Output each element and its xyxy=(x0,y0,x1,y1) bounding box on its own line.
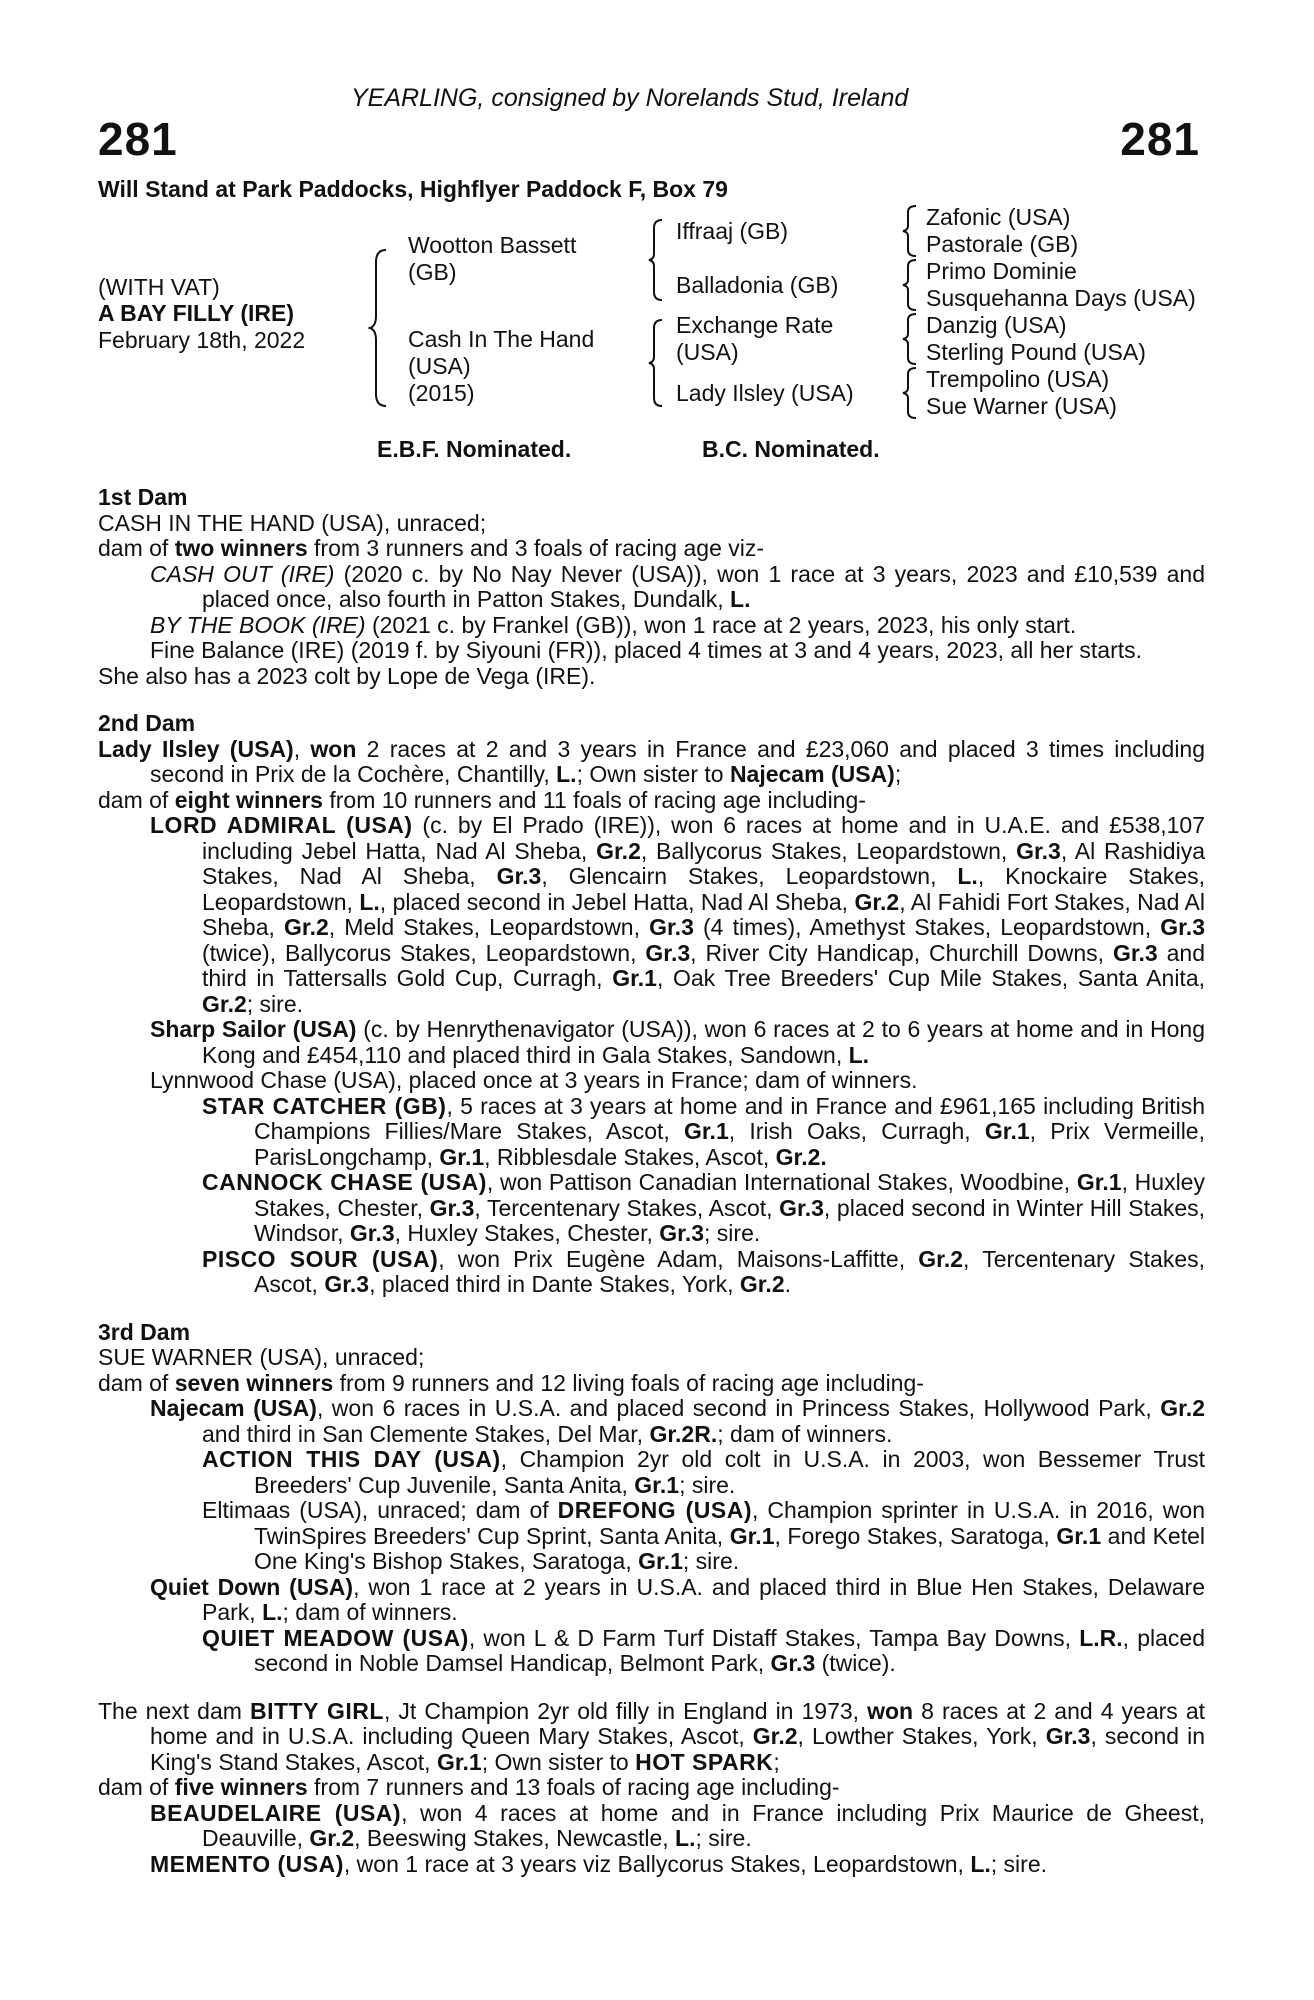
produce-lord-admiral: LORD ADMIRAL (USA) (c. by El Prado (IRE)), won 6 races at home and in U.A.E. and £538,107 including Jebel Hatta, Nad Al Sheba, Gr.2, Ballycorus Stakes, Leopardstown, Gr.3, Al Rashidiya Stakes, Nad Al Sheba, Gr.3, Glencairn Stakes, Leopardstown, L., Knockaire Stakes, Leopardstown, L., placed second in Jebel Hatta, Nad Al Sheba, Gr.2, Al Fahidi Fort Stakes, Nad Al Sheba, Gr.2, Meld Stakes, Leopardstown, Gr.3 (4 times), Amethyst Stakes, Leopardstown, Gr.3 (twice), Ballycorus Stakes, Leopardstown, Gr.3, River City Handicap, Churchill Downs, Gr.3 and third in Tattersalls Gold Cup, Curragh, Gr.1, Oak Tree Breeders' Cup Mile Stakes, Santa Anita, Gr.2; sire. xyxy=(150,812,1205,1017)
ebf-nominated: E.B.F. Nominated. xyxy=(377,436,572,462)
dam-country: (USA) xyxy=(408,353,471,379)
produce-cannock-chase: CANNOCK CHASE (USA), won Pattison Canadian International Stakes, Woodbine, Gr.1, Huxley Stakes, Chester, Gr.3, Tercentenary Stakes, Ascot, Gr.3, placed second in Winter Hill Stakes, Windsor, Gr.3, Huxley Stakes, Chester, Gr.3; sire. xyxy=(202,1169,1205,1246)
first-dam-summary: dam of two winners from 3 runners and 3 foals of racing age viz- xyxy=(98,535,765,561)
grandsire-8: Sue Warner (USA) xyxy=(926,393,1117,419)
produce-action-this-day: ACTION THIS DAY (USA), Champion 2yr old colt in U.S.A. in 2003, won Bessemer Trust Breeders' Cup Juvenile, Santa Anita, Gr.1; sire. xyxy=(202,1446,1206,1498)
produce-star-catcher: STAR CATCHER (GB), 5 races at 3 years at home and in France and £961,165 including British Champions Fillies/Mare Stakes, Ascot, Gr.1, Irish Oaks, Curragh, Gr.1, Prix Vermeille, ParisLongchamp, Gr.1, Ribblesdale Stakes, Ascot, Gr.2. xyxy=(202,1092,1206,1170)
pedigree-brace-3d xyxy=(902,366,918,420)
sire-sire: Iffraaj (GB) xyxy=(676,218,789,244)
first-dam-heading: 1st Dam xyxy=(98,484,188,510)
grandsire-1: Zafonic (USA) xyxy=(926,204,1071,230)
produce-eltimaas: Eltimaas (USA), unraced; dam of DREFONG (USA), Champion sprinter in U.S.A. in 2016, won TwinSpires Breeders' Cup Sprint, Santa Anita, Gr.1, Forego Stakes, Saratoga, Gr.1 and Ketel One King's Bishop Stakes, Saratoga, Gr.1; sire. xyxy=(202,1497,1205,1574)
first-dam-line: CASH IN THE HAND (USA), unraced; xyxy=(98,509,487,536)
foaling-date: February 18th, 2022 xyxy=(98,327,306,353)
dam-name: Cash In The Hand xyxy=(408,326,595,352)
grandsire-2: Pastorale (GB) xyxy=(926,231,1079,257)
stand-info: Will Stand at Park Paddocks, Highflyer Paddock F, Box 79 xyxy=(98,176,728,202)
pedigree-brace-3b xyxy=(902,258,918,312)
sire-name: Wootton Bassett xyxy=(408,232,577,258)
sire-dam: Balladonia (GB) xyxy=(676,272,839,298)
produce-2023-colt: She also has a 2023 colt by Lope de Vega (IRE). xyxy=(98,662,596,689)
produce-sharp-sailor: Sharp Sailor (USA) (c. by Henrythenavigator (USA)), won 6 races at 2 to 6 years at home and in Hong Kong and £454,110 and placed third in Gala Stakes, Sandown, L. xyxy=(150,1016,1205,1068)
next-dam-intro: The next dam BITTY GIRL, Jt Champion 2yr old filly in England in 1973, won 8 races at 2 and 4 years at home and in U.S.A. including Queen Mary Stakes, Ascot, Gr.2, Lowther Stakes, York, Gr.3, second in King's Stand Stakes, Ascot, Gr.1; Own sister to HOT SPARK; xyxy=(98,1697,1206,1775)
third-dam-summary: dam of seven winners from 9 runners and 12 living foals of racing age including- xyxy=(98,1369,924,1396)
next-dam-summary: dam of five winners from 7 runners and 13 foals of racing age including- xyxy=(98,1774,840,1800)
lot-name: A BAY FILLY (IRE) xyxy=(98,300,294,326)
grandsire-4: Susquehanna Days (USA) xyxy=(926,285,1196,311)
grandsire-7: Trempolino (USA) xyxy=(926,366,1110,392)
dam-sire-country: (USA) xyxy=(676,339,739,365)
bc-nominated: B.C. Nominated. xyxy=(702,436,880,462)
dam-dam: Lady Ilsley (USA) xyxy=(676,380,854,406)
produce-memento: MEMENTO (USA), won 1 race at 3 years viz Ballycorus Stakes, Leopardstown, L.; sire. xyxy=(150,1850,1048,1877)
produce-najecam: Najecam (USA), won 6 races in U.S.A. and placed second in Princess Stakes, Hollywood Park, Gr.2 and third in San Clemente Stakes, Del Mar, Gr.2R.; dam of winners. xyxy=(150,1395,1205,1447)
produce-by-the-book: BY THE BOOK (IRE) (2021 c. by Frankel (GB)), won 1 race at 2 years, 2023, his only start. xyxy=(150,611,1077,638)
produce-quiet-down: Quiet Down (USA), won 1 race at 2 years in U.S.A. and placed third in Blue Hen Stakes, Delaware Park, L.; dam of winners. xyxy=(150,1573,1205,1625)
grandsire-5: Danzig (USA) xyxy=(926,312,1067,338)
second-dam-heading: 2nd Dam xyxy=(98,710,196,736)
pedigree-brace-1 xyxy=(368,248,390,408)
catalogue-body xyxy=(98,485,1205,1877)
grandsire-3: Primo Dominie xyxy=(926,258,1077,284)
lot-number-left: 281 xyxy=(98,113,178,165)
produce-pisco-sour: PISCO SOUR (USA), won Prix Eugène Adam, Maisons-Laffitte, Gr.2, Tercentenary Stakes, Ascot, Gr.3, placed third in Dante Stakes, York, Gr.2. xyxy=(202,1245,1206,1297)
produce-lynnwood-chase: Lynnwood Chase (USA), placed once at 3 years in France; dam of winners. xyxy=(150,1067,918,1093)
grandsire-6: Sterling Pound (USA) xyxy=(926,339,1146,365)
pedigree-brace-3a xyxy=(902,204,918,258)
third-dam-heading: 3rd Dam xyxy=(98,1318,191,1345)
lot-number-right: 281 xyxy=(1120,113,1200,165)
produce-cash-out: CASH OUT (IRE) (2020 c. by No Nay Never (USA)), won 1 race at 3 years, 2023 and £10,539 and placed once, also fourth in Patton Stakes, Dundalk, L. xyxy=(150,560,1206,612)
dam-year: (2015) xyxy=(408,380,475,406)
consignor-line: YEARLING, consigned by Norelands Stud, Ireland xyxy=(351,84,909,112)
second-dam-intro: Lady Ilsley (USA), won 2 races at 2 and 3 years in France and £23,060 and placed 3 times including second in Prix de la Cochère, Chantilly, L.; Own sister to Najecam (USA); xyxy=(98,735,1206,787)
produce-fine-balance: Fine Balance (IRE) (2019 f. by Siyouni (FR)), placed 4 times at 3 and 4 years, 2023, all her starts. xyxy=(150,637,1143,663)
third-dam-line: SUE WARNER (USA), unraced; xyxy=(98,1344,425,1370)
produce-quiet-meadow: QUIET MEADOW (USA), won L & D Farm Turf Distaff Stakes, Tampa Bay Downs, L.R., placed second in Noble Damsel Handicap, Belmont Park, Gr.3 (twice). xyxy=(202,1624,1205,1676)
vat-note: (WITH VAT) xyxy=(98,274,220,300)
dam-sire: Exchange Rate xyxy=(676,312,834,338)
pedigree-brace-2b xyxy=(648,318,666,408)
produce-beaudelaire: BEAUDELAIRE (USA), won 4 races at home and in France including Prix Maurice de Gheest, Deauville, Gr.2, Beeswing Stakes, Newcastle, L.; sire. xyxy=(150,1799,1206,1851)
sire-country: (GB) xyxy=(408,259,457,285)
second-dam-summary: dam of eight winners from 10 runners and 11 foals of racing age including- xyxy=(98,786,866,813)
pedigree-brace-2a xyxy=(648,218,666,302)
pedigree-brace-3c xyxy=(902,312,918,366)
